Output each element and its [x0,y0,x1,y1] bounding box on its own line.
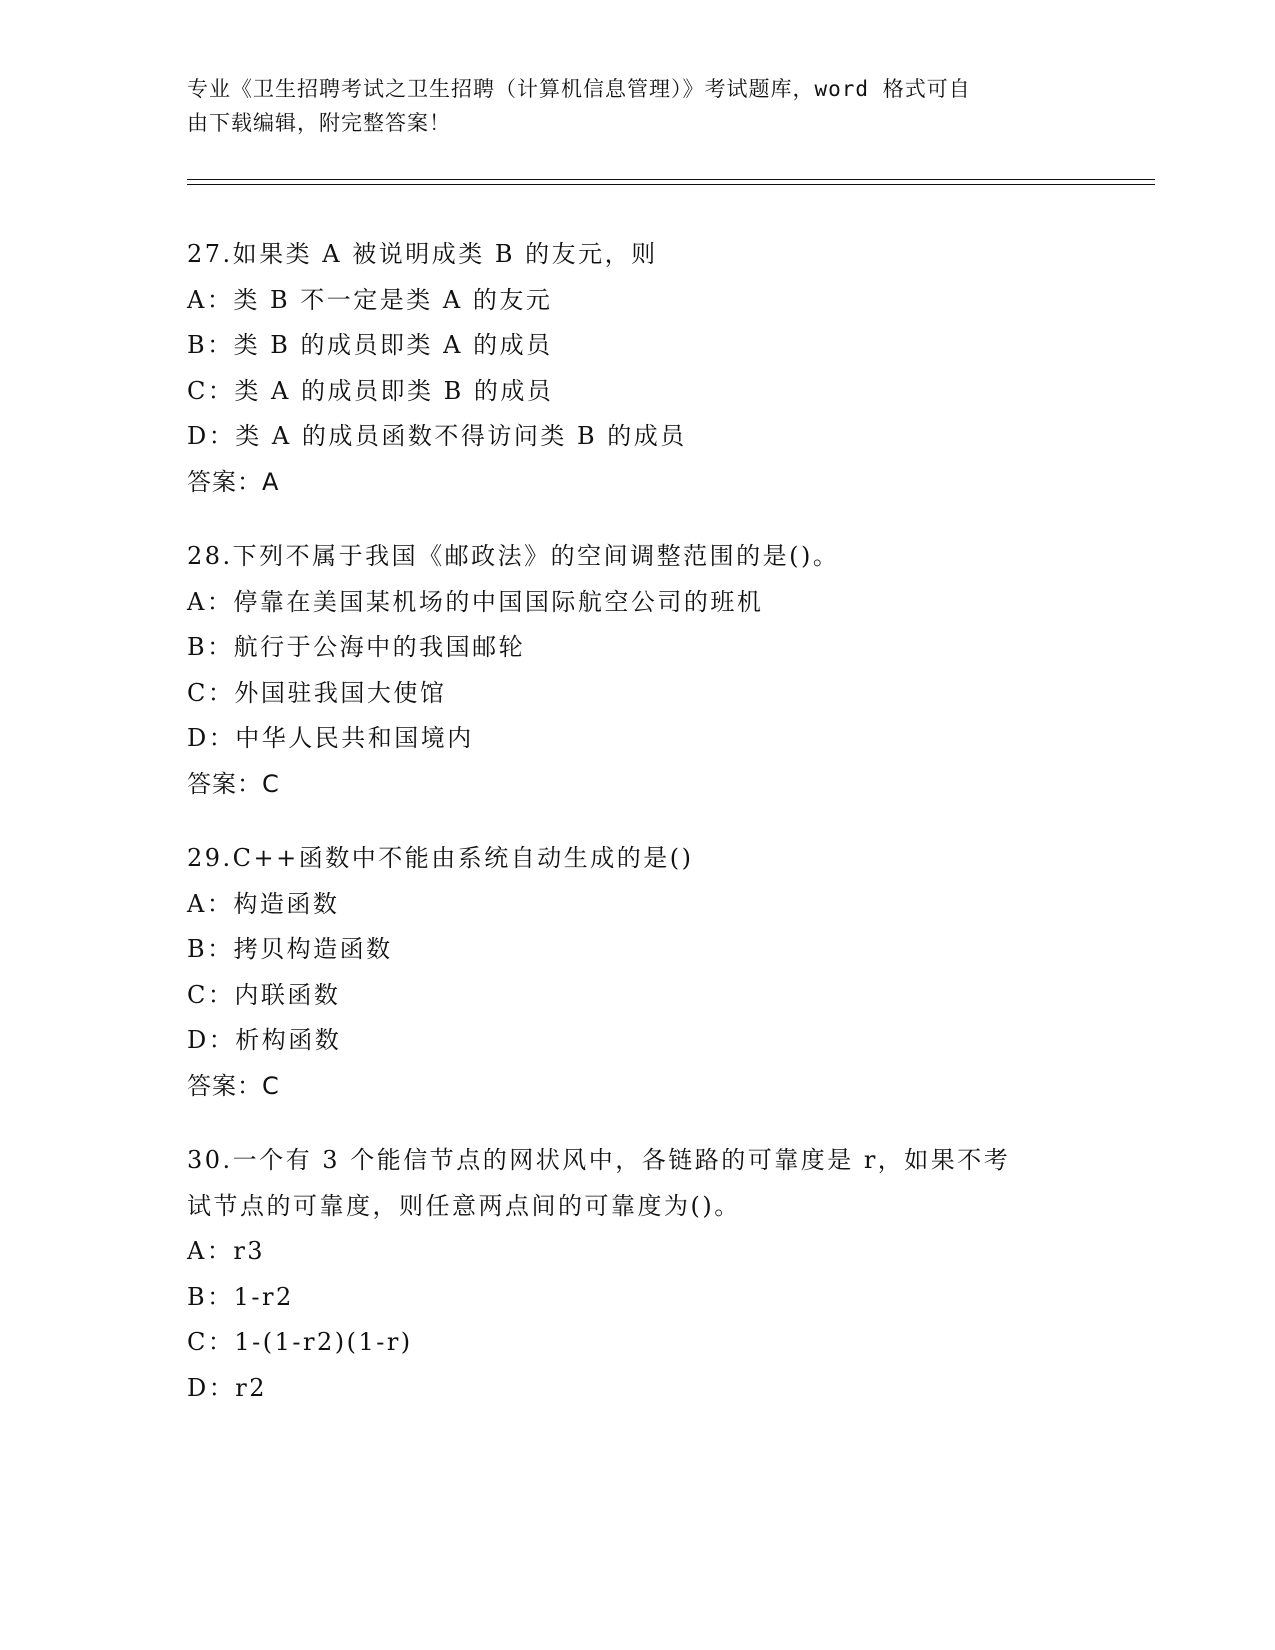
option-a: A：类 B 不一定是类 A 的友元 [187,285,553,314]
option-a: A：r3 [187,1237,266,1265]
option-b: B：拷贝构造函数 [187,935,393,963]
option-c: C：1-(1-r2)(1-r) [187,1328,413,1356]
answer-label: 答案：C [187,769,280,798]
question-stem: 29.C++函数中不能由系统自动生成的是() [187,844,694,872]
question-stem-line-2: 试节点的可靠度，则任意两点间的可靠度为()。 [187,1191,741,1220]
option-b: B：航行于公海中的我国邮轮 [187,633,526,661]
question-list [187,232,1107,1440]
answer-label: 答案：A [187,467,280,496]
answer-label: 答案：C [187,1071,280,1100]
question-stem-line-1: 30.一个有 3 个能信节点的网状风中，各链路的可靠度是 r，如果不考 [187,1146,1011,1174]
option-a: A：停靠在美国某机场的中国国际航空公司的班机 [187,587,764,616]
option-d: D：类 A 的成员函数不得访问类 B 的成员 [187,422,687,450]
header-divider-bottom [187,184,1155,185]
header-line-1: 专业《卫生招聘考试之卫生招聘（计算机信息管理）》考试题库，word 格式可自 [187,77,971,101]
question-30 [187,1138,1107,1411]
option-c: C：外国驻我国大使馆 [187,678,447,707]
document-header [187,72,1067,140]
option-b: B：类 B 的成员即类 A 的成员 [187,331,553,359]
option-b: B：1-r2 [187,1282,294,1311]
option-d: D：r2 [187,1373,267,1402]
question-29 [187,836,1107,1109]
question-stem: 27.如果类 A 被说明成类 B 的友元，则 [187,240,658,268]
option-c: C：类 A 的成员即类 B 的成员 [187,376,554,405]
question-27 [187,232,1107,505]
option-a: A：构造函数 [187,889,340,918]
option-c: C：内联函数 [187,980,341,1009]
option-d: D：中华人民共和国境内 [187,724,474,752]
header-line-2: 由下载编辑，附完整答案！ [187,111,451,135]
question-stem: 28.下列不属于我国《邮政法》的空间调整范围的是()。 [187,542,840,570]
question-28 [187,534,1107,807]
option-d: D：析构函数 [187,1026,342,1054]
header-divider-top [187,179,1155,180]
